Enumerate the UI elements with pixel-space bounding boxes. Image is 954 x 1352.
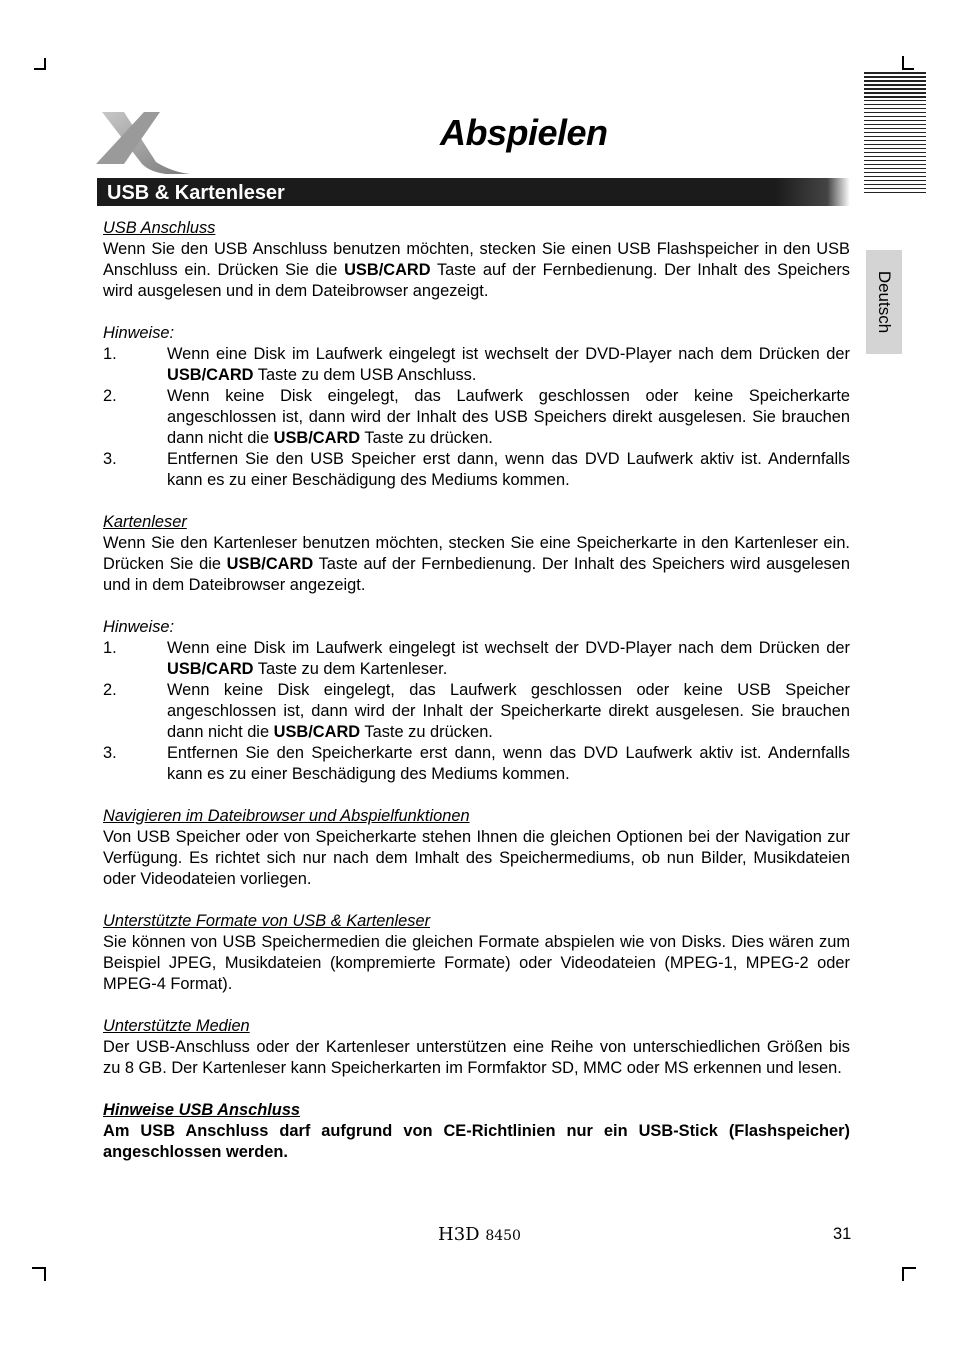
formats-heading: Unterstützte Formate von USB & Kartenleser [103, 912, 431, 930]
card-intro-text: Wenn Sie den Kartenleser benutzen möchten, stecken Sie eine Speicherkarte in den Kartenleser ein. Drücken Sie die [103, 534, 850, 573]
page-title: Abspielen [440, 112, 608, 153]
card-intro [103, 533, 850, 596]
card-note-item [103, 638, 850, 680]
note-text: Wenn eine Disk im Laufwerk eingelegt ist wechselt der DVD-Player nach dem Drücken der [167, 639, 850, 657]
warning-heading: Hinweise USB Anschluss [103, 1101, 301, 1119]
note-key: USB/CARD [167, 660, 254, 678]
crop-mark-bottom-right [902, 1267, 904, 1281]
usb-note-item [103, 344, 850, 386]
crop-mark-bottom-left [44, 1267, 46, 1281]
card-intro-key: USB/CARD [226, 555, 314, 573]
main-content [103, 218, 850, 1163]
media-heading: Unterstützte Medien [103, 1017, 250, 1035]
usb-heading: USB Anschluss [103, 219, 216, 237]
model-name: H3D [438, 1224, 480, 1245]
note-text: Wenn keine Disk eingelegt, das Laufwerk geschlossen oder keine Speicherkarte angeschlossen ist, dann wird der Inhalt des USB Speichers direkt ausgelesen. Sie brauchen dann nicht die [167, 387, 850, 447]
header-stripes [864, 72, 926, 200]
card-heading: Kartenleser [103, 513, 187, 531]
usb-intro-key: USB/CARD [344, 261, 431, 279]
usb-intro [103, 239, 850, 302]
media-text: Der USB-Anschluss oder der Kartenleser unterstützen eine Reihe von unterschiedlichen Größen bis zu 8 GB. Der Kartenleser kann Speicherkarten im Formfaktor SD, MMC oder MS erkennen und lesen. [103, 1038, 850, 1077]
language-tab [866, 250, 902, 354]
usb-intro-text: Wenn Sie den USB Anschluss benutzen möchten, stecken Sie einen USB Flashspeicher in den USB Anschluss ein. Drücken Sie die [103, 240, 850, 279]
crop-mark-bottom-right [902, 1267, 916, 1269]
warning-text: Am USB Anschluss darf aufgrund von CE-Richtlinien nur ein USB-Stick (Flashspeicher) angeschlossen werden. [103, 1122, 850, 1161]
note-text: Wenn eine Disk im Laufwerk eingelegt ist wechselt der DVD-Player nach dem Drücken der [167, 345, 850, 363]
card-notes-heading: Hinweise: [103, 618, 175, 636]
note-number: 3. [103, 450, 117, 468]
note-number: 1. [103, 639, 117, 657]
note-text: Entfernen Sie den USB Speicher erst dann, wenn das DVD Laufwerk aktiv ist. Andernfalls kann es zu einer Beschädigung des Mediums kommen. [167, 450, 850, 489]
note-text: Entfernen Sie den Speicherkarte erst dann, wenn das DVD Laufwerk aktiv ist. Andernfalls kann es zu einer Beschädigung des Mediums kommen. [167, 744, 850, 783]
usb-intro-text-end: Taste auf der Fernbedienung. Der Inhalt des Speichers wird ausgelesen und in dem Dateibrowser angezeigt. [103, 261, 850, 300]
card-note-item [103, 680, 850, 743]
note-number: 2. [103, 387, 117, 405]
formats-text: Sie können von USB Speichermedien die gleichen Formate abspielen wie von Disks. Dies wären zum Beispiel JPEG, Musikdateien (kompremierte Formate) oder Videodateien (MPEG-1, MPEG-2 oder MPEG-4 Format). [103, 933, 850, 993]
crop-mark-top-left [34, 68, 46, 70]
note-key: USB/CARD [167, 366, 254, 384]
card-note-item [103, 743, 850, 785]
section-title: USB & Kartenleser [107, 182, 285, 204]
nav-heading: Navigieren im Dateibrowser und Abspielfunktionen [103, 807, 470, 825]
usb-note-item [103, 449, 850, 491]
note-text-end: Taste zu dem Kartenleser. [253, 660, 448, 678]
note-key: USB/CARD [273, 429, 361, 447]
page-number: 31 [833, 1225, 852, 1243]
language-tab-label: Deutsch [875, 270, 894, 334]
crop-mark-top-right [902, 68, 914, 70]
note-text-end: Taste zu drücken. [360, 723, 493, 741]
section-heading-bar [97, 178, 850, 206]
note-key: USB/CARD [273, 723, 361, 741]
note-text-end: Taste zu dem USB Anschluss. [253, 366, 477, 384]
footer-model [438, 1224, 521, 1245]
note-number: 2. [103, 681, 117, 699]
nav-text: Von USB Speicher oder von Speicherkarte stehen Ihnen die gleichen Optionen bei der Navigation zur Verfügung. Es richtet sich nur nach dem Imhalt des Speichermediums, ob nun Bilder, Musikdateien oder Videodateien vorliegen. [103, 828, 850, 888]
note-text: Wenn keine Disk eingelegt, das Laufwerk geschlossen oder keine USB Speicher angeschlossen ist, dann wird der Inhalt der Speicherkarte direkt ausgelesen. Sie brauchen dann nicht die [167, 681, 850, 741]
usb-notes-heading: Hinweise: [103, 324, 175, 342]
card-intro-text-end: Taste auf der Fernbedienung. Der Inhalt des Speichers wird ausgelesen und in dem Dateibrowser angezeigt. [103, 555, 850, 594]
note-text-end: Taste zu drücken. [360, 429, 493, 447]
model-number: 8450 [485, 1228, 521, 1244]
note-number: 1. [103, 345, 117, 363]
usb-note-item [103, 386, 850, 449]
note-number: 3. [103, 744, 117, 762]
brand-logo [94, 108, 194, 176]
